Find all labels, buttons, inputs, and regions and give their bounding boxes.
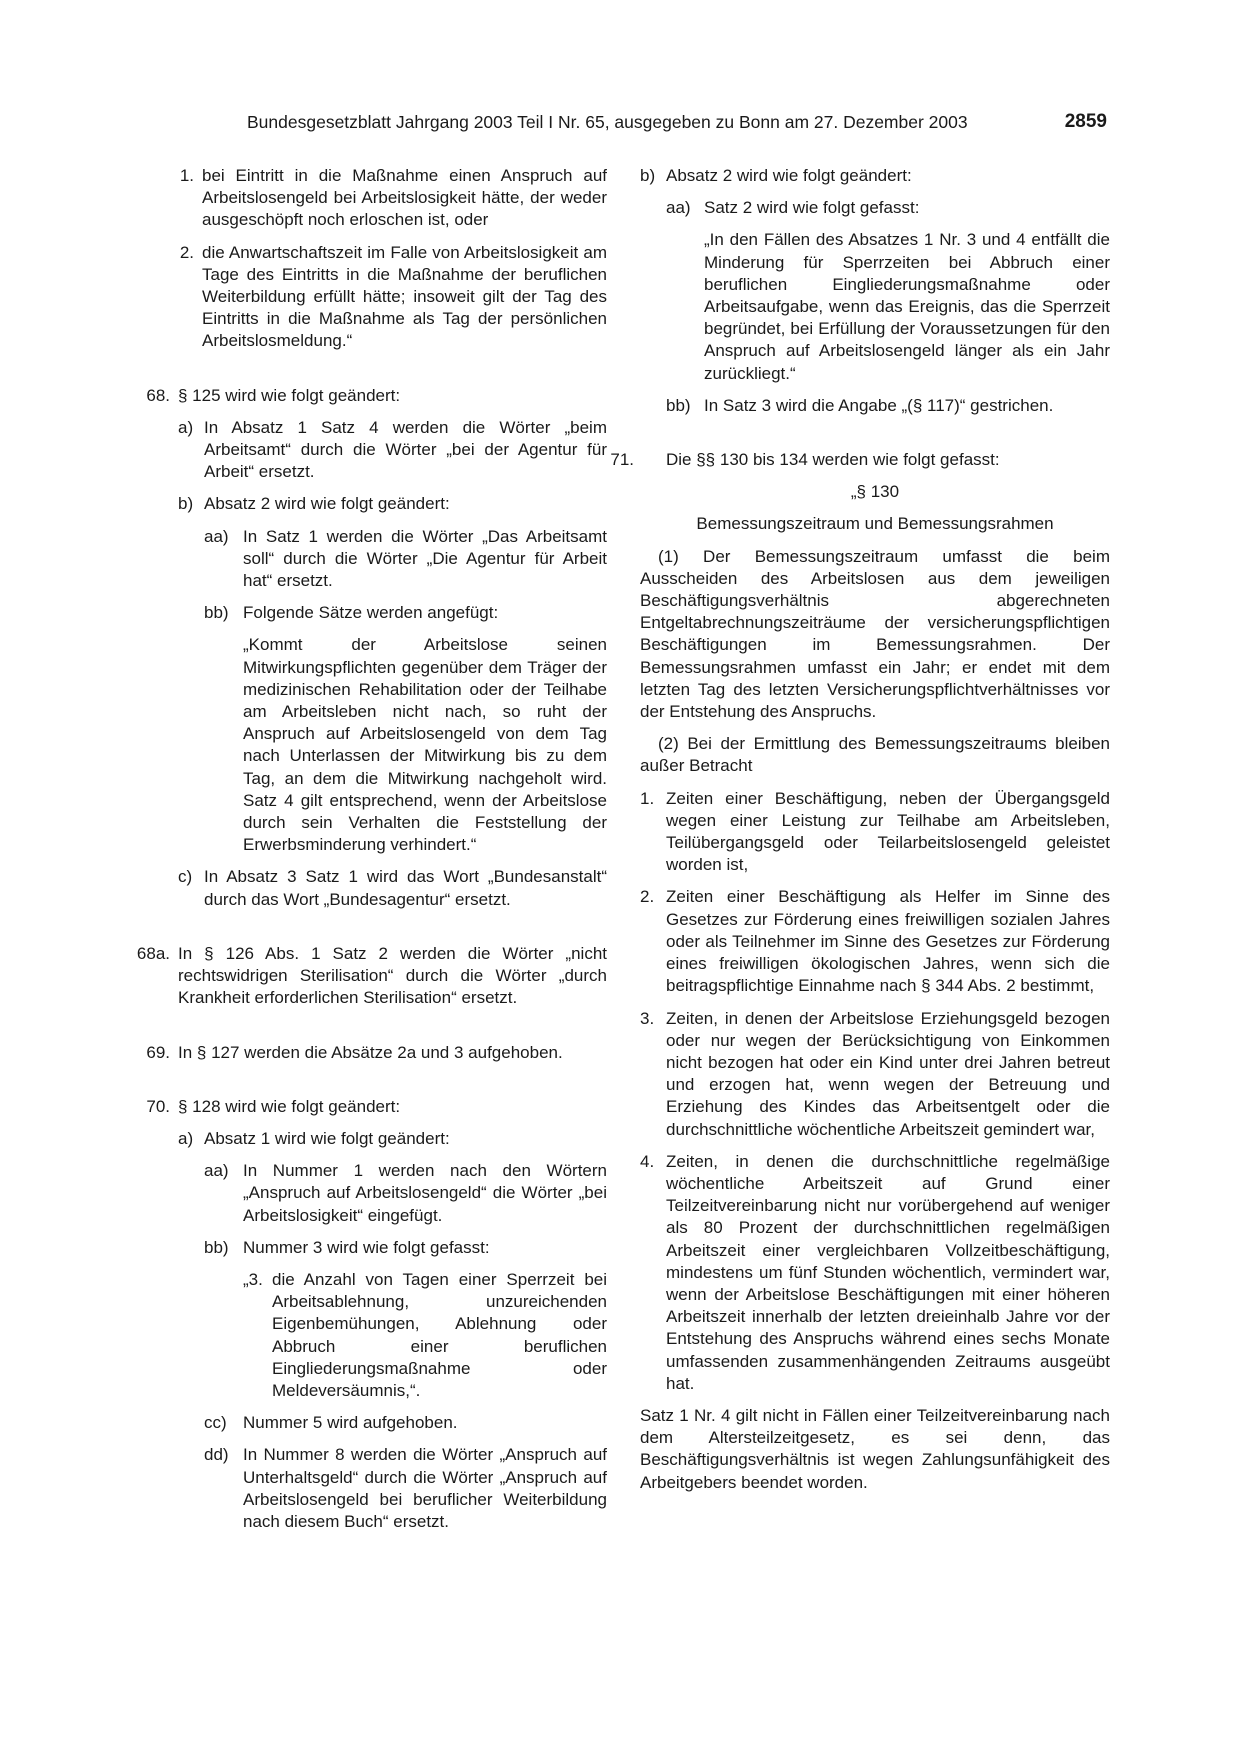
item-text: § 125 wird wie folgt geändert: <box>178 385 401 405</box>
list-item <box>132 242 607 353</box>
quoted-text: „Kommt der Arbeitslose seinen Mitwirkungspflichten gegenüber dem Träger der medizinischen Rehabilitation oder der Teilhabe am Arbeitsleben nicht nach, so ruht der Anspruch auf Arbeitslosengeld von dem Tag nach Unterlassen der Mitwirkung bis zu dem Tag, an dem die Mitwirkung nachgeholt wird. Satz 4 gilt entsprechend, wenn der Arbeitslose durch sein Verhalten die Feststellung der Erwerbsminderung verhindert.“ <box>243 635 607 855</box>
item-text: die Anwartschaftszeit im Falle von Arbeitslosigkeit am Tage des Eintritts in die Maßnahme der beruflichen Weiterbildung erfüllt hätte; insoweit gilt der Tag des Eintritts in die Maßnahme als Tag der persönlichen Arbeitslosmeldung.“ <box>202 242 607 351</box>
item-text: Die §§ 130 bis 134 werden wie folgt gefasst: <box>666 450 1000 470</box>
list-item <box>640 395 1110 417</box>
item-text: In Nummer 8 werden die Wörter „Anspruch auf Unterhaltsgeld“ durch die Wörter „Anspruch auf Arbeitslosengeld bei beruflicher Weiterbildung nach diesem Buch“ ersetzt. <box>243 1445 607 1531</box>
list-item <box>640 165 1110 187</box>
item-text: Zeiten, in denen der Arbeitslose Erziehungsgeld bezogen oder nur wegen der Berücksichtigung von Einkommen nicht bezogen hat oder ein Kind unter drei Jahren betreut und erzogen hat, wenn wegen der Betreuung und Erziehung des Kindes das Arbeitsentgelt oder die durchschnittliche wöchentliche Arbeitszeit gemindert war, <box>666 1008 1110 1139</box>
item-text: Absatz 2 wird wie folgt geändert: <box>204 494 450 514</box>
section-title: Bemessungszeitraum und Bemessungsrahmen <box>696 514 1054 534</box>
item-number: 1. <box>640 788 655 808</box>
list-item <box>640 197 1110 219</box>
item-letter: b) <box>178 494 194 514</box>
list-item <box>132 526 607 593</box>
item-letter: aa) <box>666 198 691 218</box>
item-letter: bb) <box>666 395 691 415</box>
header-title: Bundesgesetzblatt Jahrgang 2003 Teil I Nr. 65, ausgegeben zu Bonn am 27. Dezember 2003 <box>247 112 968 132</box>
list-item <box>132 165 607 232</box>
item-letter: aa) <box>204 1161 229 1181</box>
item-text: In Satz 3 wird die Angabe „(§ 117)“ gestrichen. <box>704 395 1054 415</box>
right-column <box>610 165 1110 1494</box>
item-text: In § 127 werden die Absätze 2a und 3 aufgehoben. <box>178 1042 563 1062</box>
item-text: Zeiten einer Beschäftigung als Helfer im Sinne des Gesetzes zur Förderung eines freiwilligen sozialen Jahres oder als Teilnehmer im Sinne des Gesetzes zur Förderung eines freiwilligen ökologischen Jahres, wenn sich die beitragspflichtige Einnahme nach § 344 Abs. 2 bestimmt, <box>666 887 1110 996</box>
list-item <box>640 788 1110 877</box>
item-letter: bb) <box>204 1237 229 1257</box>
page-number: 2859 <box>1064 111 1107 132</box>
item-text: Satz 2 wird wie folgt gefasst: <box>704 198 920 218</box>
item-text: In § 126 Abs. 1 Satz 2 werden die Wörter „nicht rechtswidrigen Sterilisation“ durch die Wörter „durch Krankheit erforderlichen Sterilisation“ ersetzt. <box>178 943 607 1008</box>
item-text: In Nummer 1 werden nach den Wörtern „Anspruch auf Arbeitslosengeld“ die Wörter „bei Arbeitslosigkeit“ eingefügt. <box>243 1161 607 1225</box>
item-letter: bb) <box>204 603 229 623</box>
item-number: 71. <box>610 450 634 470</box>
item-letter: a) <box>178 1128 194 1148</box>
item-letter: dd) <box>204 1445 229 1465</box>
item-number: 68a. <box>136 943 170 963</box>
item-text: Zeiten einer Beschäftigung, neben der Übergangsgeld wegen einer Leistung zur Teilhabe am Arbeitsleben, Teilübergangsgeld oder Teilarbeitslosengeld geleistet worden ist, <box>666 788 1110 875</box>
quoted-text: „In den Fällen des Absatzes 1 Nr. 3 und 4 entfällt die Minderung für Sperrzeiten bei Abbruch einer beruflichen Eingliederungsmaßnahme oder Arbeitsaufgabe, wenn das Ereignis, das die Sperrzeit begründet, bei Erfüllung der Voraussetzungen für den Anspruch auf Arbeitslosengeld länger als ein Jahr zurückliegt.“ <box>704 230 1110 383</box>
item-letter: cc) <box>204 1413 227 1433</box>
list-item <box>640 1008 1110 1141</box>
item-text: In Absatz 1 Satz 4 werden die Wörter „beim Arbeitsamt“ durch die Wörter „bei der Agentur für Arbeit“ ersetzt. <box>204 417 607 482</box>
list-item <box>132 417 607 484</box>
page-header <box>247 108 1107 136</box>
item-number: 2. <box>179 242 194 262</box>
item-number: 69. <box>146 1042 170 1062</box>
item-letter: c) <box>178 867 193 887</box>
item-number: 68. <box>146 385 170 405</box>
item-text: In Satz 1 werden die Wörter „Das Arbeitsamt soll“ durch die Wörter „Die Agentur für Arbeit hat“ ersetzt. <box>243 526 607 591</box>
amendment-68 <box>132 385 607 407</box>
item-number: 4. <box>640 1151 655 1171</box>
item-letter: aa) <box>204 526 229 546</box>
list-item <box>132 1128 607 1150</box>
item-text: bei Eintritt in die Maßnahme einen Anspruch auf Arbeitslosengeld bei Arbeitslosigkeit hätte, der weder ausgeschöpft noch erloschen ist, oder <box>202 166 607 230</box>
amendment-70 <box>132 1096 607 1118</box>
item-number: 1. <box>179 166 194 185</box>
paragraph-1: (1) Der Bemessungszeitraum umfasst die beim Ausscheiden des Arbeitslosen aus dem jeweiligen Beschäftigungsverhältnis abgerechneten Entgeltabrechnungszeiträume der versicherungspflichtigen Beschäftigungen im Bemessungsrahmen. Der Bemessungsrahmen umfasst ein Jahr; er endet mit dem letzten Tag des letzten Versicherungspflichtverhältnisses vor der Entstehung des Anspruchs. <box>640 546 1110 722</box>
item-text: Absatz 1 wird wie folgt geändert: <box>204 1128 450 1148</box>
item-text: § 128 wird wie folgt geändert: <box>178 1096 401 1116</box>
item-number: 2. <box>640 887 655 907</box>
item-number: „3. <box>243 1269 263 1289</box>
item-number: 70. <box>146 1096 170 1116</box>
list-item <box>640 886 1110 997</box>
item-number: 3. <box>640 1008 655 1028</box>
item-letter: b) <box>640 166 656 185</box>
item-text: Nummer 5 wird aufgehoben. <box>243 1413 458 1433</box>
item-text: Nummer 3 wird wie folgt gefasst: <box>243 1237 490 1257</box>
quoted-list-item <box>132 1269 607 1402</box>
list-item <box>132 602 607 624</box>
list-item <box>132 866 607 910</box>
item-text: In Absatz 3 Satz 1 wird das Wort „Bundesanstalt“ durch das Wort „Bundesagentur“ ersetzt. <box>204 867 607 909</box>
item-letter: a) <box>178 417 194 437</box>
item-text: Folgende Sätze werden angefügt: <box>243 603 499 623</box>
section-number: „§ 130 <box>850 482 900 502</box>
list-item <box>640 1151 1110 1395</box>
list-item <box>132 1444 607 1533</box>
list-item <box>132 1237 607 1259</box>
item-text: Absatz 2 wird wie folgt geändert: <box>666 166 912 185</box>
left-column <box>132 165 607 1533</box>
list-item <box>132 1412 607 1434</box>
paragraph-2: (2) Bei der Ermittlung des Bemessungszeitraums bleiben außer Betracht <box>640 734 1110 776</box>
amendment-71 <box>610 449 1110 471</box>
item-text: Zeiten, in denen die durchschnittliche regelmäßige wöchentliche Arbeitszeit auf Grund einer Teilzeitvereinbarung nicht nur vorübergehend auf weniger als 80 Prozent der durchschnittlichen regelmäßigen Arbeitszeit einer vergleichbaren Vollzeitbeschäftigung, mindestens um fünf Stunden wöchentlich, vermindert war, wenn der Arbeitslose Beschäftigungen mit einer höheren Arbeitszeit innerhalb der letzten dreieinhalb Jahre vor der Entstehung des Anspruchs während eines sechs Monate umfassenden zusammenhängenden Zeitraums ausgeübt hat. <box>666 1151 1110 1393</box>
list-item <box>132 1160 607 1227</box>
list-item <box>132 493 607 515</box>
paragraph-3: Satz 1 Nr. 4 gilt nicht in Fällen einer Teilzeitvereinbarung nach dem Altersteilzeitgesetz, es sei denn, das Beschäftigungsverhältnis ist wegen Zahlungsunfähigkeit des Arbeitgebers beendet worden. <box>640 1405 1110 1492</box>
amendment-69 <box>132 1042 607 1064</box>
amendment-68a <box>132 943 607 1010</box>
item-text: die Anzahl von Tagen einer Sperrzeit bei Arbeitsablehnung, unzureichenden Eigenbemühungen, Ablehnung oder Abbruch einer beruflichen Eingliederungsmaßnahme oder Meldeversäumnis,“. <box>272 1269 607 1400</box>
